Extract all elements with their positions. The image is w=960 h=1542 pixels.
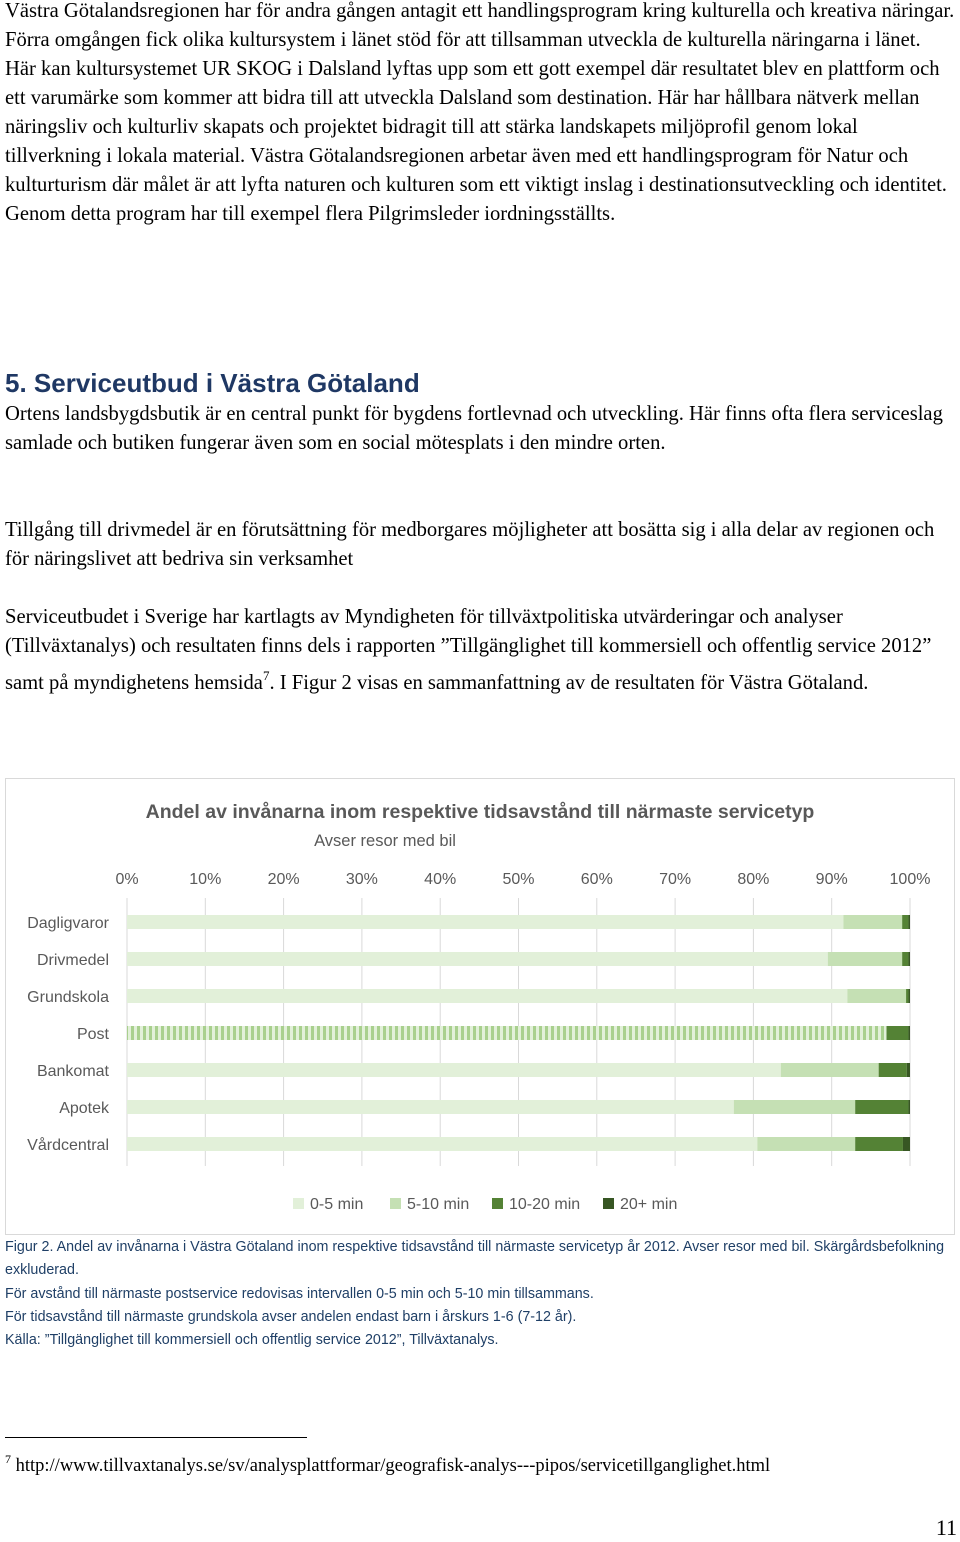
bar-segment bbox=[907, 1063, 910, 1077]
section-number: 5. bbox=[5, 368, 27, 398]
bar-segment bbox=[908, 952, 910, 966]
caption-line-1: Figur 2. Andel av invånarna i Västra Götaland inom respektive tidsavstånd till närmaste servicetyp år 2012. Avser resor med bil. Skärgårdsbefolkning exkluderad. bbox=[5, 1239, 945, 1279]
x-tick-label: 0% bbox=[115, 871, 139, 888]
bar-segment bbox=[734, 1100, 855, 1114]
paragraph-analysis-text: Serviceutbudet i Sverige har kartlagts av Myndigheten för tillväxtpolitiska utvärderingar och analyser (Tillväxtanalys) och resultaten finns dels i rapporten ”Tillgänglighet till kommersiell och offentlig service 2012” samt på myndighetens hemsida bbox=[5, 606, 932, 694]
x-tick-label: 20% bbox=[267, 871, 300, 888]
bar-segment bbox=[127, 1100, 734, 1114]
bar-segment bbox=[127, 989, 847, 1003]
bar-segment bbox=[887, 1026, 909, 1040]
category-label: Dagligvaror bbox=[27, 915, 109, 932]
paragraph-analysis bbox=[5, 603, 955, 698]
section-heading bbox=[5, 366, 420, 400]
footnote-reference[interactable]: 7 bbox=[262, 668, 270, 683]
bar-segment bbox=[127, 1063, 781, 1077]
x-tick-label: 60% bbox=[580, 871, 613, 888]
bar-segment bbox=[855, 1100, 908, 1114]
x-tick-label: 70% bbox=[659, 871, 692, 888]
paragraph-service: Ortens landsbygdsbutik är en central punkt för bygdens fortlevnad och utveckling. Här finns ofta flera serviceslag samlade och butiken fungerar även som en social mötesplats i den mindre orten. bbox=[5, 403, 943, 454]
service-distance-chart bbox=[5, 778, 955, 1235]
bar-segment bbox=[908, 1026, 910, 1040]
x-tick-label: 50% bbox=[502, 871, 535, 888]
category-label: Apotek bbox=[59, 1100, 109, 1117]
bar-segment bbox=[757, 1137, 855, 1151]
bar-segment bbox=[828, 952, 902, 966]
bar-segment bbox=[847, 989, 906, 1003]
bar-segment bbox=[781, 1063, 879, 1077]
caption-line-4: Källa: ”Tillgänglighet till kommersiell och offentlig service 2012”, Tillväxtanalys. bbox=[5, 1332, 499, 1349]
x-tick-label: 30% bbox=[345, 871, 378, 888]
caption-line-3: För tidsavstånd till närmaste grundskola avser andelen endast barn i årskurs 1-6 (7-12 år). bbox=[5, 1308, 577, 1325]
category-label: Drivmedel bbox=[36, 952, 109, 969]
footnote bbox=[5, 1446, 770, 1479]
legend-swatch bbox=[390, 1198, 401, 1209]
x-tick-label: 90% bbox=[815, 871, 848, 888]
bar-segment bbox=[843, 915, 902, 929]
bar-segment bbox=[127, 915, 843, 929]
bar-segment bbox=[855, 1137, 903, 1151]
category-label: Grundskola bbox=[27, 989, 109, 1006]
legend-label: 0-5 min bbox=[310, 1196, 364, 1213]
caption-line-2: För avstånd till närmaste postservice redovisas intervallen 0-5 min och 5-10 min tillsammans. bbox=[5, 1285, 594, 1302]
bar-segment bbox=[902, 952, 908, 966]
legend-label: 20+ min bbox=[620, 1196, 678, 1213]
paragraph-analysis-text-end: . I Figur 2 visas en sammanfattning av de resultaten för Västra Götaland. bbox=[269, 672, 869, 694]
legend-label: 5-10 min bbox=[407, 1196, 470, 1213]
x-tick-label: 10% bbox=[189, 871, 222, 888]
category-label: Vårdcentral bbox=[27, 1137, 109, 1154]
chart-subtitle: Avser resor med bil bbox=[314, 832, 456, 850]
legend-swatch bbox=[603, 1198, 614, 1209]
category-label: Post bbox=[76, 1026, 109, 1043]
bar-segment bbox=[908, 1100, 910, 1114]
bar-segment bbox=[879, 1063, 907, 1077]
bar-segment bbox=[127, 1137, 757, 1151]
intro-paragraph: Västra Götalandsregionen har för andra gången antagit ett handlingsprogram kring kulturella och kreativa näringar. Förra omgången fick olika kultursystem i länet stöd för att tillsamman utveckla de kulturella näringarna i länet. Här kan kultursystemet UR SKOG i Dalsland lyftas upp som ett gott exempel där resultatet blev en plattform och ett varumärke som kommer att bidra till att utveckla Dalsland som destination. Här har hållbara nätverk mellan näringsliv och kulturliv skapats och projektet bidragit till att stärka landskapets miljöprofil genom lokal tillverkning i lokala material. Västra Götalandsregionen arbetar även med ett handlingsprogram för Natur och kulturturism där målet är att lyfta naturen och kulturen som ett viktigt inslag i destinationsutveckling och identitet. Genom detta program har till exempel flera Pilgrimsleder iordningsställts. bbox=[5, 0, 955, 225]
x-tick-label: 40% bbox=[424, 871, 457, 888]
bar-segment bbox=[908, 915, 910, 929]
paragraph-fuel: Tillgång till drivmedel är en förutsättning för medborgares möjligheter att bosätta sig i alla delar av regionen och för näringslivet att bedriva sin verksamhet bbox=[5, 519, 935, 570]
footnote-number: 7 bbox=[5, 1452, 11, 1466]
bar-segment bbox=[908, 989, 910, 1003]
bar-segment bbox=[902, 915, 908, 929]
footnote-url[interactable]: http://www.tillvaxtanalys.se/sv/analysplattformar/geografisk-analys---pipos/servicetillganglighet.html bbox=[15, 1456, 771, 1476]
footnote-separator bbox=[5, 1437, 307, 1438]
bar-segment bbox=[903, 1137, 910, 1151]
page-number: 11 bbox=[935, 1515, 957, 1540]
x-tick-label: 80% bbox=[737, 871, 770, 888]
bar-segment bbox=[127, 952, 828, 966]
figure-caption bbox=[5, 1236, 955, 1352]
legend-swatch bbox=[293, 1198, 304, 1209]
section-title: Serviceutbud i Västra Götaland bbox=[33, 368, 420, 398]
bar-segment bbox=[127, 1026, 887, 1040]
chart-title: Andel av invånarna inom respektive tidsavstånd till närmaste servicetyp bbox=[145, 801, 815, 823]
category-label: Bankomat bbox=[36, 1063, 109, 1080]
legend-swatch bbox=[492, 1198, 503, 1209]
bar-segment bbox=[906, 989, 908, 1003]
legend-label: 10-20 min bbox=[509, 1196, 581, 1213]
x-tick-label: 100% bbox=[889, 871, 931, 888]
